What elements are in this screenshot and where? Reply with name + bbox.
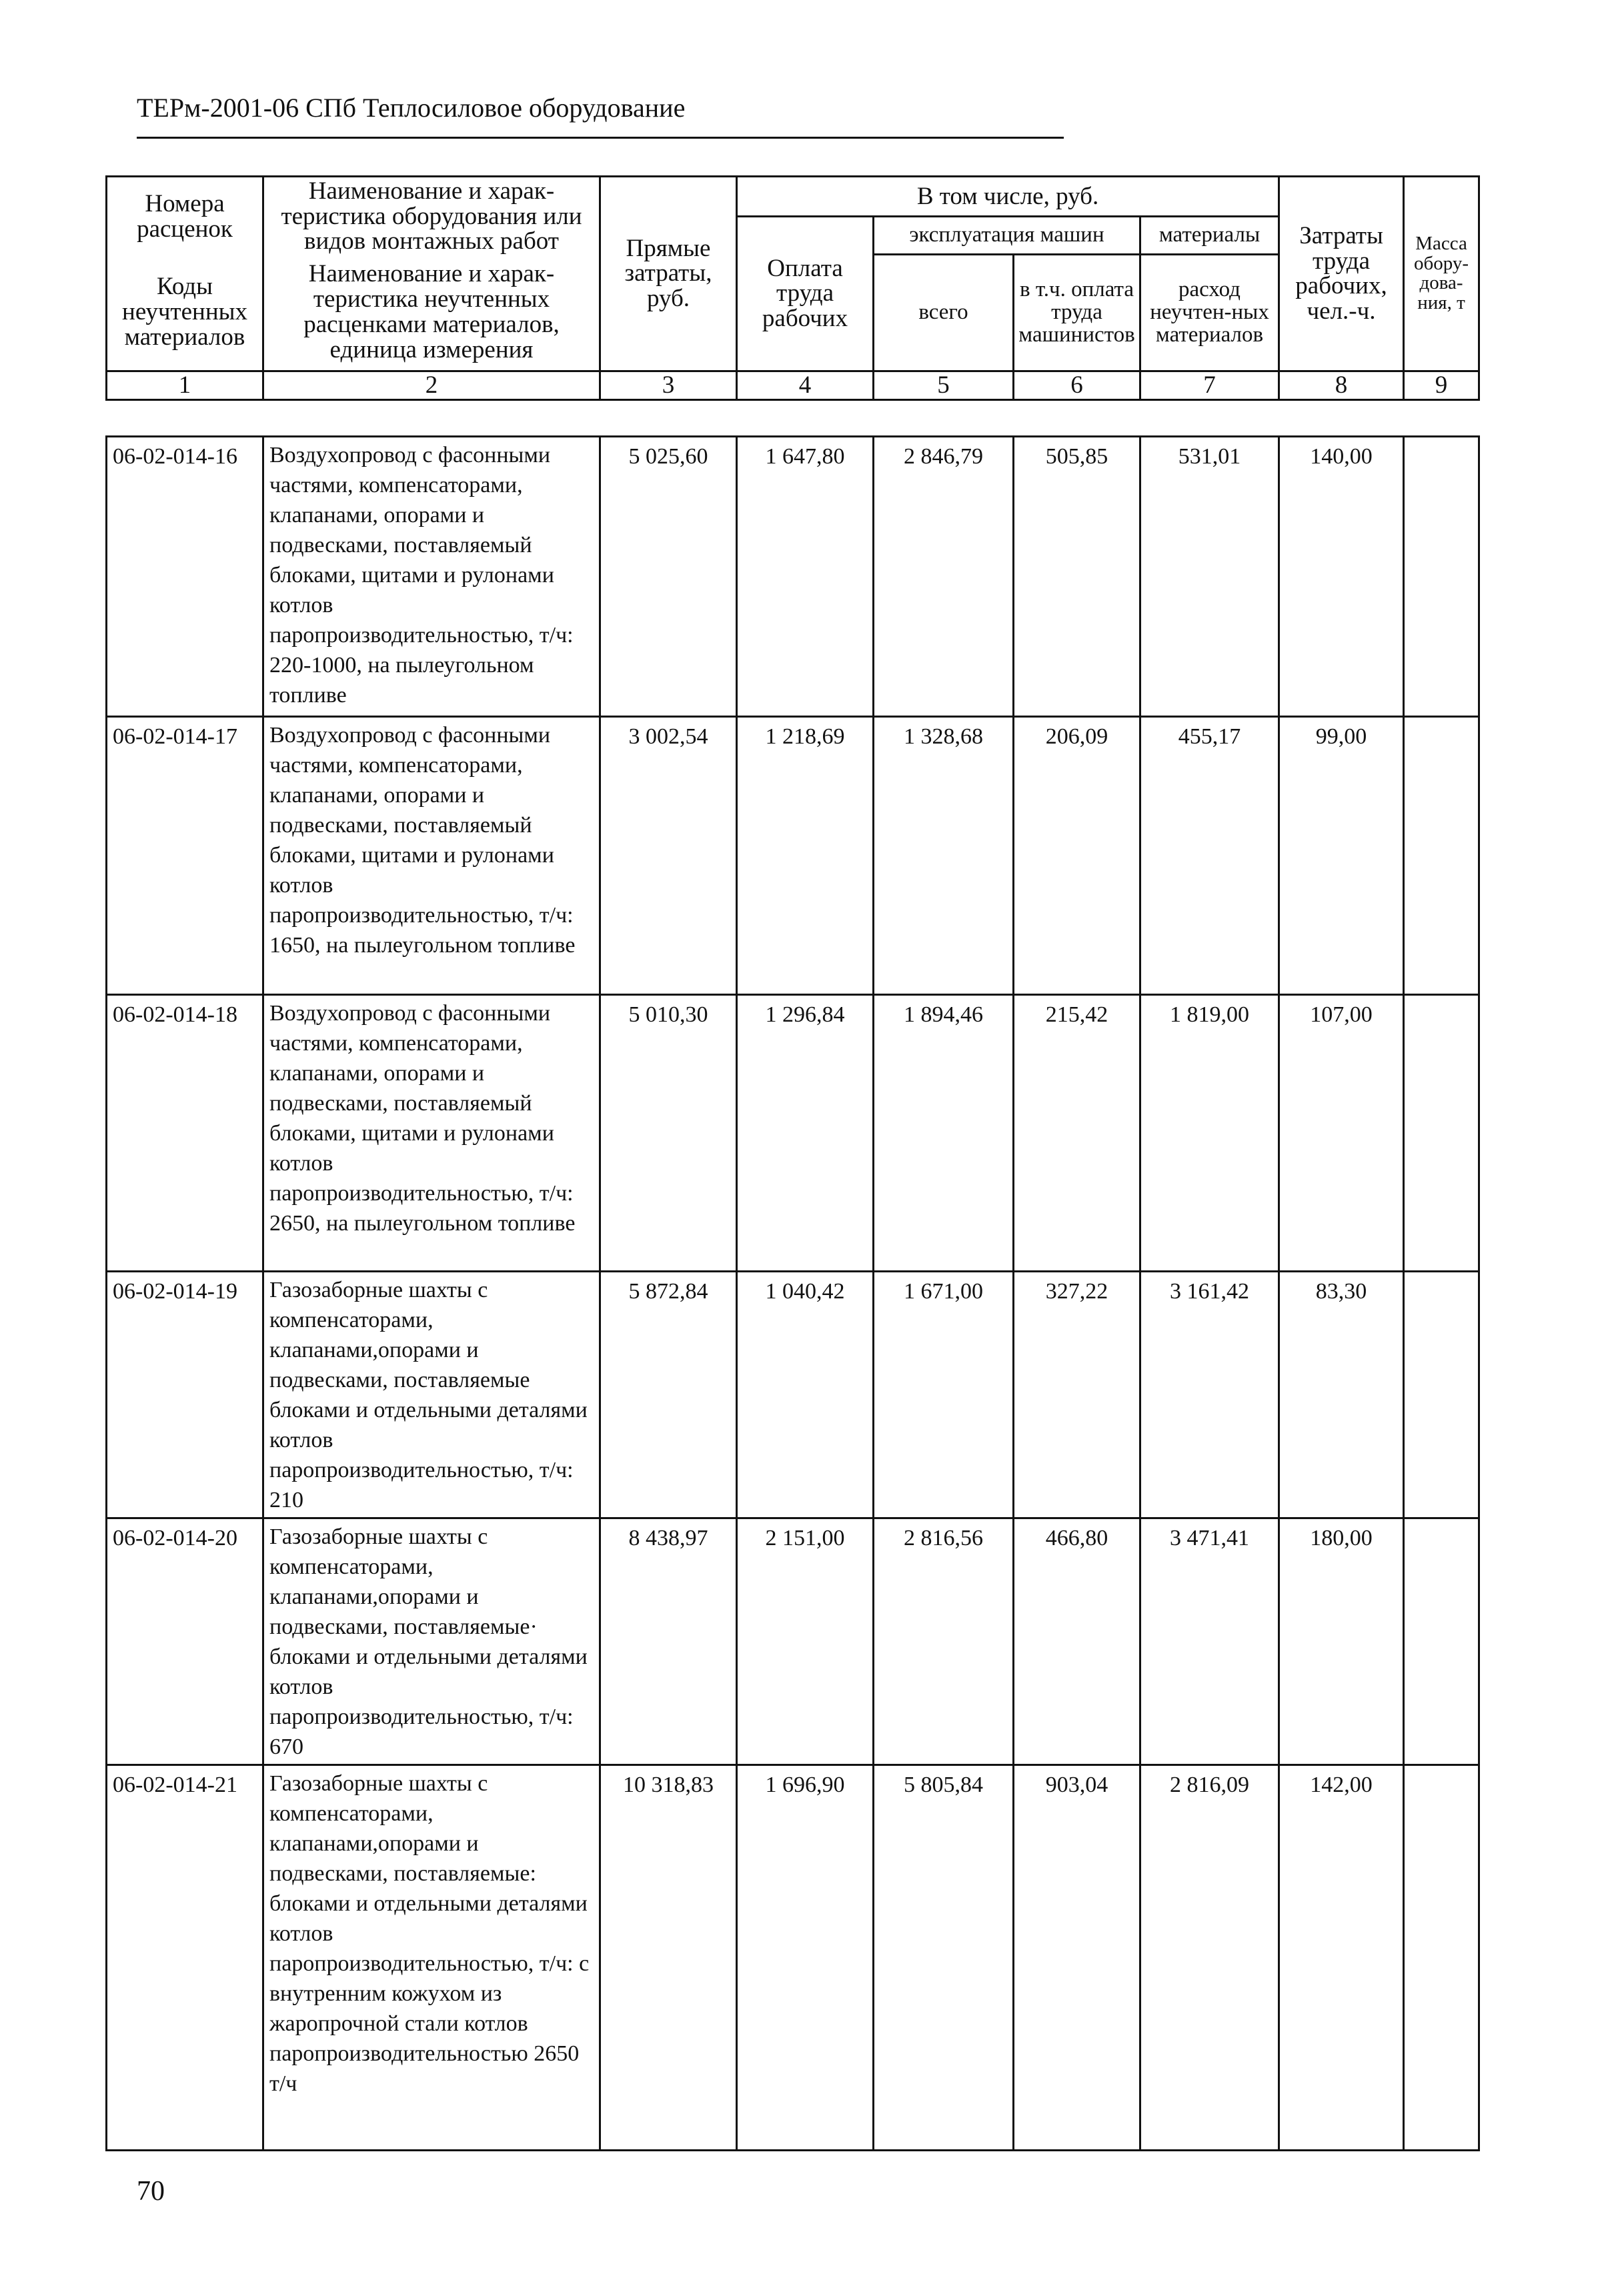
materials-value: 455,17 [1140,717,1279,995]
worker-pay-value: 1 296,84 [737,995,874,1272]
machines-total-value: 2 846,79 [874,437,1014,717]
column-number: 1 [107,371,263,399]
column-number: 5 [874,371,1014,399]
rate-code: 06-02-014-20 [107,1518,263,1765]
machinist-pay-value: 505,85 [1014,437,1140,717]
equipment-mass-value [1404,1272,1479,1518]
running-title: ТЕРм-2001-06 СПб Теплосиловое оборудование [137,93,686,123]
rate-code: 06-02-014-17 [107,717,263,995]
header-including: В том числе, руб. [737,177,1279,217]
work-description: Газозаборные шахты с компенсаторами, клапанами,опорами и подвесками, поставляемые блоками и отдельными деталями котлов паропроизводительностью, т/ч: 210 [263,1272,600,1518]
header-direct-costs: Прямые затраты, руб. [600,177,737,371]
machines-total-value: 1 671,00 [874,1272,1014,1518]
rate-code: 06-02-014-18 [107,995,263,1272]
direct-costs-value: 5 025,60 [600,437,737,717]
equipment-mass-value [1404,1518,1479,1765]
materials-value: 1 819,00 [1140,995,1279,1272]
machines-total-value: 1 894,46 [874,995,1014,1272]
header-machinist-pay: в т.ч. оплата труда машинистов [1014,254,1140,371]
table-row [107,1518,1479,1765]
machines-total-value: 5 805,84 [874,1765,1014,2151]
machinist-pay-value: 215,42 [1014,995,1140,1272]
worker-pay-value: 1 040,42 [737,1272,874,1518]
column-number: 8 [1279,371,1404,399]
header-unaccounted-name: Наименование и харак-теристика неучтенных расценками материалов, единица измерения [263,254,600,371]
labor-hours-value: 99,00 [1279,717,1404,995]
machinist-pay-value: 327,22 [1014,1272,1140,1518]
work-description: Воздухопровод с фасонными частями, компенсаторами, клапанами, опорами и подвесками, поставляемый блоками, щитами и рулонами котлов паропроизводительностью, т/ч: 220-1000, на пылеугольном топливе [263,437,600,717]
equipment-mass-value [1404,437,1479,717]
rate-code: 06-02-014-21 [107,1765,263,2151]
direct-costs-value: 10 318,83 [600,1765,737,2151]
materials-value: 2 816,09 [1140,1765,1279,2151]
column-number: 3 [600,371,737,399]
work-description: Воздухопровод с фасонными частями, компенсаторами, клапанами, опорами и подвесками, поставляемый блоками, щитами и рулонами котлов паропроизводительностью, т/ч: 1650, на пылеугольном топливе [263,717,600,995]
equipment-mass-value [1404,1765,1479,2151]
page-number: 70 [137,2176,165,2207]
direct-costs-value: 5 872,84 [600,1272,737,1518]
labor-hours-value: 107,00 [1279,995,1404,1272]
worker-pay-value: 2 151,00 [737,1518,874,1765]
header-machines-total: всего [874,254,1014,371]
worker-pay-value: 1 647,80 [737,437,874,717]
machines-total-value: 1 328,68 [874,717,1014,995]
table-row [107,995,1479,1272]
direct-costs-value: 5 010,30 [600,995,737,1272]
direct-costs-value: 3 002,54 [600,717,737,995]
work-description: Воздухопровод с фасонными частями, компенсаторами, клапанами, опорами и подвесками, поставляемый блоками, щитами и рулонами котлов паропроизводительностью, т/ч: 2650, на пылеугольном топливе [263,995,600,1272]
rate-code: 06-02-014-19 [107,1272,263,1518]
direct-costs-value: 8 438,97 [600,1518,737,1765]
header-machine-operation: эксплуатация машин [874,217,1140,255]
header-rate-number: Номера расценок [107,177,263,255]
labor-hours-value: 180,00 [1279,1518,1404,1765]
table-row [107,437,1479,717]
labor-hours-value: 140,00 [1279,437,1404,717]
machinist-pay-value: 206,09 [1014,717,1140,995]
work-description: Газозаборные шахты с компенсаторами, клапанами,опорами и подвесками, поставляемые: блоками и отдельными деталями котлов паропроизводительностью, т/ч: с внутренним кожухом из жаропрочной стали котлов паропроизводительностью 2650 т/ч [263,1765,600,2151]
worker-pay-value: 1 218,69 [737,717,874,995]
materials-value: 531,01 [1140,437,1279,717]
equipment-mass-value [1404,717,1479,995]
materials-value: 3 161,42 [1140,1272,1279,1518]
rate-code: 06-02-014-16 [107,437,263,717]
table-row [107,717,1479,995]
title-rule [137,137,1064,139]
column-number: 9 [1404,371,1479,399]
table-row [107,1272,1479,1518]
materials-value: 3 471,41 [1140,1518,1279,1765]
labor-hours-value: 83,30 [1279,1272,1404,1518]
header-materials: материалы [1140,217,1279,255]
machines-total-value: 2 816,56 [874,1518,1014,1765]
equipment-mass-value [1404,995,1479,1272]
header-work-name: Наименование и харак-теристика оборудования или видов монтажных работ [263,177,600,255]
work-description: Газозаборные шахты с компенсаторами, клапанами,опорами и подвесками, поставляемые· блоками и отдельными деталями котлов паропроизводительностью, т/ч: 670 [263,1518,600,1765]
column-number: 7 [1140,371,1279,399]
header-labor-hours: Затраты труда рабочих, чел.-ч. [1279,177,1404,371]
table-header [105,175,1480,401]
table-row [107,1765,1479,2151]
machinist-pay-value: 466,80 [1014,1518,1140,1765]
rates-table [105,435,1480,2151]
column-number: 6 [1014,371,1140,399]
column-number: 2 [263,371,600,399]
header-unaccounted-codes: Коды неучтенных материалов [107,254,263,371]
header-equipment-mass: Масса обору-дова-ния, т [1404,177,1479,371]
column-number: 4 [737,371,874,399]
labor-hours-value: 142,00 [1279,1765,1404,2151]
machinist-pay-value: 903,04 [1014,1765,1140,2151]
header-unaccounted-materials: расход неучтен-ных материалов [1140,254,1279,371]
worker-pay-value: 1 696,90 [737,1765,874,2151]
header-worker-pay: Оплата труда рабочих [737,217,874,371]
